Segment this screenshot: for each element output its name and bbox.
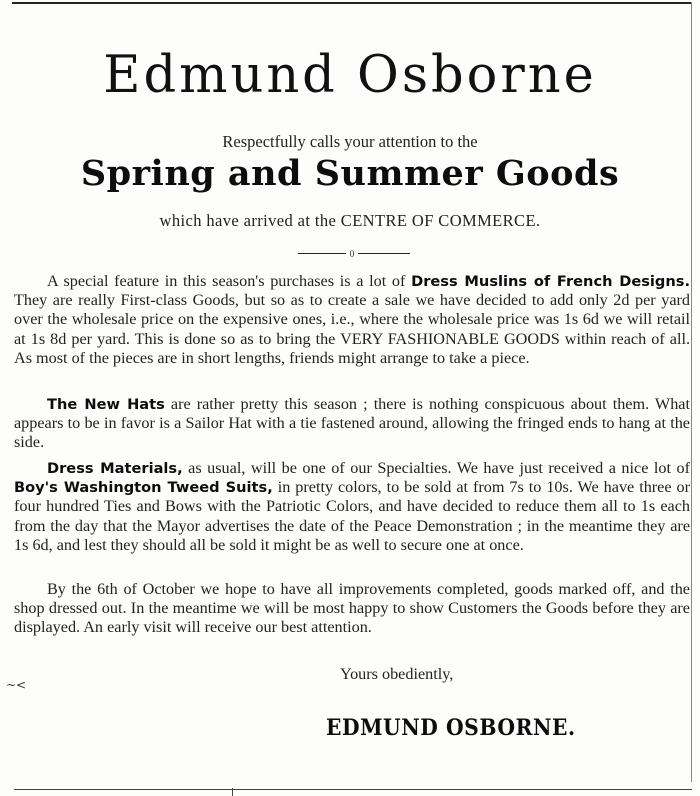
paragraph-bold-text: The New Hats <box>47 396 165 413</box>
paragraph-text: They are really First-class Goods, but so as to create a sale we have decided to add only 2d per yard over the wholesale price on the expensive ones, i.e., where the wholesale price was 1s 6d we will retail at 1s 8d per yard. This is done so as to bring the VERY FASHIONABLE GOODS within reach of all. As most of the pieces are in short lengths, friends might arrange to take a piece. <box>14 291 690 367</box>
divider-mark: 0 <box>349 249 355 259</box>
bottom-border-rule <box>14 789 692 790</box>
margin-tick-icon: ~< <box>6 678 27 692</box>
paragraph-bold-text: Dress Muslins of French Designs. <box>411 273 690 290</box>
paragraph-bold-text: Dress Materials, <box>47 460 183 477</box>
paragraph-dress-materials <box>14 459 690 555</box>
paragraph-text: By the 6th of October we hope to have all improvements completed, goods marked off, and the shop dressed out. In the meantime we will be most happy to show Customers the Goods before they are displayed. An early visit will receive our best attention. <box>14 580 690 637</box>
divider-line-left <box>298 253 346 254</box>
paragraph-new-hats <box>14 395 690 453</box>
paragraph-october-notice <box>14 580 690 638</box>
paragraph-text: in pretty colors, to be sold at from 7s to 10s. We have three or four hundred Ties and Bows with the Patriotic Colors, and have decided to reduce them all to 1s each from the day that the Mayor advertises the date of the Peace Demonstration ; in the meantime they are 1s 6d, and lest they should all be sold it might be as well to secure one at once. <box>14 478 690 554</box>
paragraph-text: are rather pretty this season ; there is nothing conspicuous about them. What appears to be in favor is a Sailor Hat with a tie fastened around, allowing the fringed ends to hang at the side. <box>14 395 690 452</box>
divider-line-right <box>358 253 410 254</box>
paragraph-text: A special feature in this season's purchases is a lot of <box>47 272 412 290</box>
paragraph-dress-muslins <box>14 272 690 368</box>
top-border-rule <box>12 2 692 4</box>
ornamental-divider <box>298 248 410 260</box>
advert-arrived-line: which have arrived at the CENTRE OF COMMERCE. <box>159 211 541 230</box>
right-border-rule <box>691 2 692 782</box>
advert-subline: Respectfully calls your attention to the <box>222 132 478 151</box>
paragraph-bold-text: Boy's Washington Tweed Suits, <box>14 479 273 497</box>
bottom-border-tick <box>232 788 233 796</box>
advert-headline: Edmund Osborne <box>103 46 597 105</box>
closing-salutation: Yours obediently, <box>340 665 454 683</box>
signature-name: EDMUND OSBORNE. <box>326 715 576 741</box>
advert-title: Spring and Summer Goods <box>80 153 620 194</box>
paragraph-text: as usual, will be one of our Specialties. We have just received a nice lot of <box>182 459 690 477</box>
